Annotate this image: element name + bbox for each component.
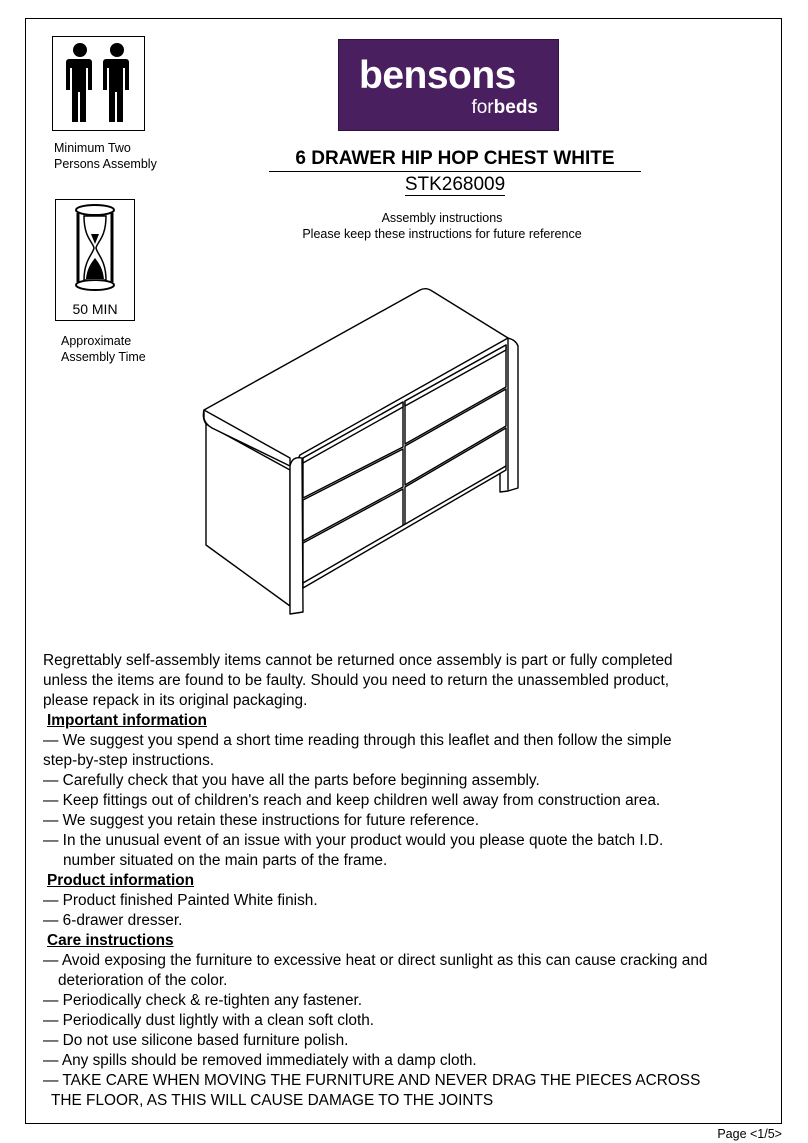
list-item: — Carefully check that you have all the parts before beginning assembly.	[43, 772, 540, 789]
product-code: STK268009	[404, 174, 506, 195]
list-item: — Keep fittings out of children's reach and keep children well away from construction area.	[43, 792, 661, 809]
persons-caption: Minimum Two Persons Assembly	[54, 141, 157, 171]
care-heading: Care instructions	[47, 932, 174, 949]
product-heading: Product information	[47, 872, 195, 889]
list-item: step-by-step instructions.	[43, 752, 215, 769]
important-heading: Important information	[47, 712, 207, 729]
list-item: — We suggest you spend a short time reading through this leaflet and then follow the simple	[43, 732, 672, 749]
time-caption: Approximate Assembly Time	[61, 334, 146, 364]
logo-brand: bensons	[359, 54, 516, 97]
list-item: — Periodically dust lightly with a clean soft cloth.	[43, 1012, 375, 1029]
list-item: deterioration of the color.	[58, 972, 228, 989]
list-item: — In the unusual event of an issue with your product would you please quote the batch I.D.	[43, 832, 664, 849]
instructions-text: Regrettably self-assembly items cannot be returned once assembly is part or fully completed unless the items are found to be faulty. Should you need to return the unassembled product, please repack in its original packaging. Important information — We suggest you spend a short time reading through this leaflet and then follow the simple step-by-step instructions. — Carefully check that you have all the parts before beginning assembly. — Keep fittings out of children's reach and keep children well away from construction area. — We suggest you retain these instructions for future reference. — In the unusual event of an issue with your product would you please quote the batch I.D. number situated on the main parts of the frame. Product information — Product finished Painted White finish. — 6-drawer dresser. Care instructions — Avoid exposing the furniture to excessive heat or direct sunlight as this can cause cracking and deterioration of the color. — Periodically check & re-tighten any fastener. — Periodically dust lightly with a clean soft cloth. — Do not use silicone based furniture polish. — Any spills should be removed immediately with a damp cloth. — TAKE CARE WHEN MOVING THE FURNITURE AND NEVER DRAG THE PIECES ACROSS THE FLOOR, AS THIS WILL CAUSE DAMAGE TO THE JOINTS	[43, 651, 778, 1111]
assembly-time-label: 50 MIN	[72, 301, 118, 317]
page-number: Page <1/5>	[717, 1127, 782, 1141]
list-item: — Periodically check & re-tighten any fastener.	[43, 992, 363, 1009]
list-item: — Do not use silicone based furniture polish.	[43, 1032, 349, 1049]
product-title: 6 DRAWER HIP HOP CHEST WHITE	[269, 148, 641, 172]
list-item: — 6-drawer dresser.	[43, 912, 183, 929]
list-item: — Product finished Painted White finish.	[43, 892, 318, 909]
logo-subtitle: forbeds	[471, 97, 538, 118]
list-item: THE FLOOR, AS THIS WILL CAUSE DAMAGE TO THE JOINTS	[51, 1092, 494, 1109]
list-item: — Avoid exposing the furniture to excessive heat or direct sunlight as this can cause cracking and	[43, 952, 708, 969]
list-item: — TAKE CARE WHEN MOVING THE FURNITURE AND NEVER DRAG THE PIECES ACROSS	[43, 1072, 701, 1089]
list-item: — We suggest you retain these instructions for future reference.	[43, 812, 480, 829]
list-item: — Any spills should be removed immediately with a damp cloth.	[43, 1052, 477, 1069]
assembly-note: Assembly instructions Please keep these instructions for future reference	[302, 211, 582, 241]
list-item: number situated on the main parts of the frame.	[63, 852, 388, 869]
